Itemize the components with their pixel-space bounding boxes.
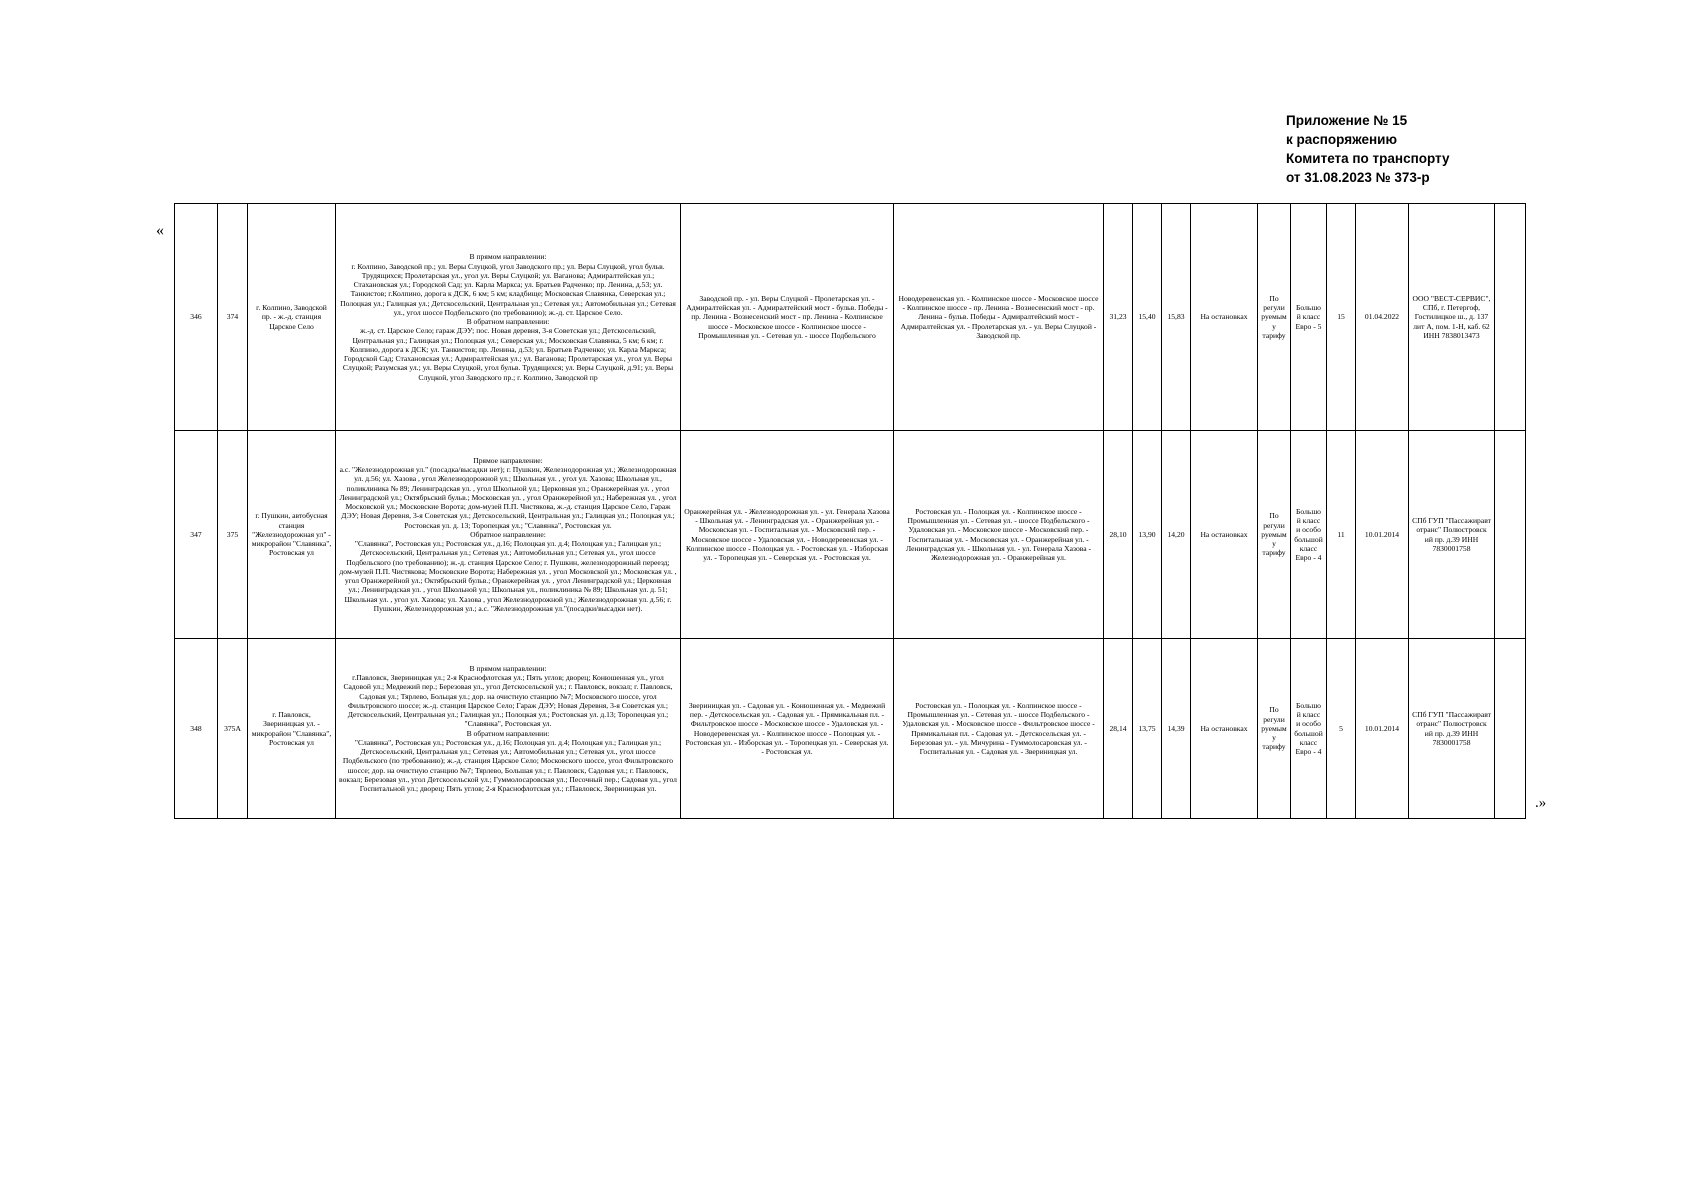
- closing-quote: .»: [1535, 795, 1547, 811]
- start-date: 10.01.2014: [1356, 639, 1409, 819]
- streets-backward: Новодеревенская ул. - Колпинское шоссе - Московское шоссе - Колпинское шоссе - пр. Ленина - Вознесенский мост - пр. Ленина - бульв. Победы - Адмиралтейский мост - Адмиралтейская ул. - Пролетарская ул. - ул. Веры Слуцкой - Заводской пр.: [894, 204, 1104, 431]
- route-path: [336, 431, 681, 639]
- stop-mode: На остановках: [1191, 639, 1258, 819]
- routes-table: [174, 203, 1526, 819]
- streets-forward: Заводской пр. - ул. Веры Слуцкой - Пролетарская ул. - Адмиралтейская ул. - Адмиралтейский мост - бульв. Победы - пр. Ленина - Вознесенский мост - пр. Ленина - Колпинское шоссе - Московское шоссе - Колпинское шоссе - Промышленная ул. - Сетевая ул. - шоссе Подбельского: [681, 204, 894, 431]
- vehicle-count: 15: [1327, 204, 1356, 431]
- length-total: 31,23: [1104, 204, 1133, 431]
- route-number: 375А: [218, 639, 248, 819]
- path-forward: а.с. "Железнодорожная ул." (посадка/высадки нет); г. Пушкин, Железнодорожная ул.; Железнодорожная ул. д.56; ул. Хазова , угол Железнодорожной ул.; Школьная ул. , угол ул. Хазова; Школьная ул., поликлиника № 89; Ленинградская ул. , угол Школьной ул.; Церковная ул.; Оранжерейная ул. , угол Ленинградской ул.; Октябрьский бульв.; Московская ул. , угол Оранжерейной ул.; Набережная ул. , угол Московской ул.; Московские Ворота; дом-музей П.П. Чистякова, ж.-д. станция Царское Село, Гараж ДЭУ; Новая Деревня, 3-я Советская ул.; Детскосельский, Центральная ул.; Галицкая ул.; Полоцкая ул.; Ростовская ул. д. 13; Торопецкая ул.; "Славянка", Ростовская ул.: [339, 465, 677, 530]
- document-header: [1286, 111, 1646, 187]
- path-forward-label: Прямое направление:: [473, 455, 543, 465]
- vehicle-class: Большой класс и особо большой класс Евро - 4: [1291, 431, 1327, 639]
- table-row: [175, 204, 1526, 431]
- tariff-type: По регули руемым у тарифу: [1258, 431, 1291, 639]
- streets-forward: Звериницкая ул. - Садовая ул. - Конюшенная ул. - Медвежий пер. - Детскосельская ул. - Садовая ул. - Прямикальная пл. - Фильтровское шоссе - Московское шоссе - Удаловская ул. - Новодеревенская ул. - Колпинское шоссе - Полоцкая ул. - Ростовская ул. - Изборская ул. - Торопецкая ул. - Северская ул. - Ростовская ул.: [681, 639, 894, 819]
- row-number: 348: [175, 639, 218, 819]
- length-forward: 15,40: [1133, 204, 1162, 431]
- opening-quote: «: [156, 222, 164, 239]
- path-backward-label: В обратном направлении:: [466, 728, 550, 738]
- path-forward: г.Павловск, Звериницкая ул.; 2-я Краснофлотская ул.; Пять углов; дворец; Конюшенная ул., угол Садовой ул.; Медвежий пер.; Березовая ул., угол Детскосельской ул.; г. Павловск, вокзал; г. Павловск, Садовая ул.; Тярлево, Больцая ул.; дор. на очистную станцию №7; Московского шоссе, угол Фильтровского шоссе; ж.-д. станция Царское Село; Гараж ДЭУ; Новая Деревня, 3-я Советская ул.; Детскосельский, Центральная ул.; Галицкая ул.; Полоцкая ул.; Ростовская ул. д.13; Торопецкая ул.; "Славянка", Ростовская ул.: [343, 673, 673, 729]
- vehicle-count: 11: [1327, 431, 1356, 639]
- path-forward-label: В прямом направлении:: [469, 252, 547, 262]
- carrier: ООО "ВЕСТ-СЕРВИС", СПб, г. Петергоф, Гостилицкое ш., д. 137 лит А, пом. 1-Н, каб. 62 ИНН 7838013473: [1409, 204, 1495, 431]
- row-number: 347: [175, 431, 218, 639]
- path-backward: "Славянка", Ростовская ул.; Ростовская ул., д.16; Полоцкая ул. д.4; Полоцкая ул.; Галицкая ул.; Детскосельский, Центральная ул.; Сетевая ул.; Автомобильная ул.; Сетевая ул., угол шоссе Подбельского (по требованию); ж.-д. станция Царское Село; Московского шоссе, угол Фильтровского шоссе; дор. на очистную станцию №7; Тярлево, Большая ул.; г. Павловск, Садовая ул.; г. Павловск, вокзал; Березовая ул., угол Детскосельской ул.; Гуммолосаровская ул.; Песочный пер.; Садовая ул., угол Госпитальной ул.; дворец; Пять углов; 2-я Краснофлотская ул.; г.Павловск, Звериницкая ул.: [339, 737, 677, 793]
- streets-backward: Ростовская ул. - Полоцкая ул. - Колпинское шоссе - Промышленная ул. - Сетевая ул. - шоссе Подбельского - Удаловская ул. - Московское шоссе - Фильтровское шоссе - Прямикальная пл. - Садовая ул. - Детскосельская ул. - Березовая ул. - ул. Мичурина - Гуммолосаровская ул. - Госпитальная ул. - Садовая ул. - Звериницкая ул.: [894, 639, 1104, 819]
- length-total: 28,10: [1104, 431, 1133, 639]
- path-backward-label: В обратном направлении:: [466, 317, 550, 326]
- carrier: СПб ГУП "Пассажиравт отранс" Полюстровск ий пр. д.39 ИНН 7830001758: [1409, 431, 1495, 639]
- table-row: [175, 431, 1526, 639]
- stop-mode: На остановках: [1191, 431, 1258, 639]
- route-endpoints: г. Колпино, Заводской пр. - ж.-д. станция Царское Село: [248, 204, 336, 431]
- empty-cell: [1495, 639, 1526, 819]
- length-total: 28,14: [1104, 639, 1133, 819]
- empty-cell: [1495, 431, 1526, 639]
- vehicle-class: Большой класс Евро - 5: [1291, 204, 1327, 431]
- header-line-4: от 31.08.2023 № 373-р: [1286, 170, 1430, 185]
- length-backward: 14,20: [1162, 431, 1191, 639]
- route-path: [336, 204, 681, 431]
- header-line-3: Комитета по транспорту: [1286, 151, 1450, 166]
- vehicle-count: 5: [1327, 639, 1356, 819]
- length-backward: 15,83: [1162, 204, 1191, 431]
- route-path: [336, 639, 681, 819]
- length-forward: 13,75: [1133, 639, 1162, 819]
- carrier: СПб ГУП "Пассажиравт отранс" Полюстровск ий пр. д.39 ИНН 7830001758: [1409, 639, 1495, 819]
- empty-cell: [1495, 204, 1526, 431]
- path-forward-label: В прямом направлении:: [469, 663, 547, 673]
- route-endpoints: г. Павловск, Звериницкая ул. - микрорайон "Славянка", Ростовская ул: [248, 639, 336, 819]
- path-backward: "Славянка", Ростовская ул.; Ростовская ул., д.16; Полоцкая ул. д.4; Полоцкая ул.; Галицкая ул.; Детскосельский, Центральная ул.; Сетевая ул.; Автомобильная ул.; Сетевая ул., угол шоссе Подбельского (по требованию); ж.-д. станция Царское Село; г. Пушкин, железнодорожный переезд; дом-музей П.П. Чистякова; Московские Ворота; Набережная ул. , угол Московской ул.; Московская ул. , угол Оранжерейной ул.; Октябрьский бульв.; Оранжерейная ул. , угол Ленинградской ул.; Церковная ул.; Ленинградская ул. , угол Школьной ул.; Школьная ул., поликлиника № 89; Школьная ул. д. 51; Школьная ул. , угол ул. Хазова; ул. Хазова , угол Железнодорожной ул.; Железнодорожная ул. д.56; г. Пушкин, Железнодорожная ул.; а.с. "Железнодорожная ул."(посадки/высадки нет).: [339, 539, 677, 613]
- route-endpoints: г. Пушкин, автобусная станция "Железнодорожная ул" - микрорайон "Славянка", Ростовская ул: [248, 431, 336, 639]
- tariff-type: По регули руемым у тарифу: [1258, 639, 1291, 819]
- table-row: [175, 639, 1526, 819]
- streets-backward: Ростовская ул. - Полоцкая ул. - Колпинское шоссе - Промышленная ул. - Сетевая ул. - шоссе Подбельского - Удаловская ул. - Московское шоссе - Московский пер. - Госпитальная ул. - Московская ул. - Оранжерейная ул. - Ленинградская ул. - Школьная ул. - ул. Генерала Хазова - Железнодорожная ул. - Оранжерейная ул.: [894, 431, 1104, 639]
- tariff-type: По регули руемым у тарифу: [1258, 204, 1291, 431]
- route-number: 374: [218, 204, 248, 431]
- route-number: 375: [218, 431, 248, 639]
- length-forward: 13,90: [1133, 431, 1162, 639]
- header-line-2: к распоряжению: [1286, 132, 1397, 147]
- header-line-1: Приложение № 15: [1286, 113, 1408, 128]
- path-forward: г. Колпино, Заводской пр.; ул. Веры Слуцкой, угол Заводского пр.; ул. Веры Слуцкой, угол бульв. Трудящихся; Пролетарская ул., угол ул. Веры Слуцкой; ул. Ваганова; Адмиралтейская ул.; Стахановская ул.; Городской Сад; ул. Карла Маркса; ул. Братьев Радченко; пр. Ленина, д.53; ул. Танкистов; г.Колпино, дорога к ДСК, 6 км; 5 км; кладбище; Московская Славянка, Северская ул.; Полоцкая ул.; Галицкая ул.; Детскосельский, Центральная ул.; Сетевая ул.; Автомобильная ул.; Сетевая ул., угол шоссе Подбельского (по требованию); ж.-д. ст. Царское Село.: [340, 261, 676, 317]
- path-backward: ж.-д. ст. Царское Село; гараж ДЭУ; пос. Новая деревня, 3-я Советская ул.; Детскосельский, Центральная ул.; Галицкая ул.; Полоцкая ул.; Северская ул.; Московская Славянка, 5 км; 6 км; г. Колпино, дорога к ДСК; ул. Танкистов; пр. Ленина, д.53; ул. Братьев Радченко; ул. Карла Маркса; Городской Сад; Стахановская ул.; Адмиралтейская ул.; ул. Ваганова; Пролетарская ул., угол ул. Веры Слуцкой; Разумская ул.; ул. Веры Слуцкой, угол бульв. Трудящихся; ул. Веры Слуцкой, д.91; ул. Веры Слуцкой, угол Заводского пр.; г. Колпино, Заводской пр: [342, 326, 674, 382]
- start-date: 10.01.2014: [1356, 431, 1409, 639]
- streets-forward: Оранжерейная ул. - Железнодорожная ул. - ул. Генерала Хазова - Школьная ул. - Ленинградская ул. - Оранжерейная ул. - Московская ул. - Госпитальная ул. - Московский пер. - Московское шоссе - Удаловская ул. - Новодеревенская ул. - Колпинское шоссе - Полоцкая ул. - Ростовская ул. - Изборская ул. - Торопецкая ул. - Северская ул. - Ростовская ул.: [681, 431, 894, 639]
- path-backward-label: Обратное направление:: [470, 529, 546, 539]
- vehicle-class: Большой класс и особо большой класс Евро - 4: [1291, 639, 1327, 819]
- start-date: 01.04.2022: [1356, 204, 1409, 431]
- length-backward: 14,39: [1162, 639, 1191, 819]
- stop-mode: На остановках: [1191, 204, 1258, 431]
- row-number: 346: [175, 204, 218, 431]
